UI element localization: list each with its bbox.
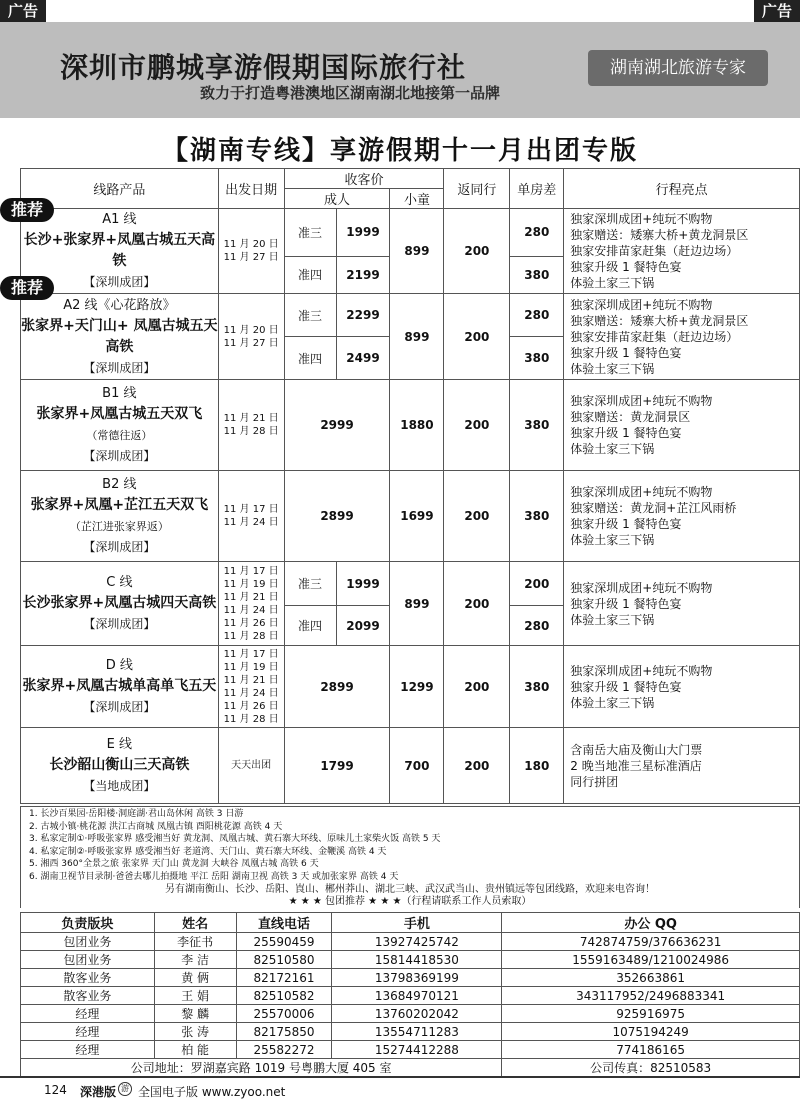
highlight-item: 2 晚当地准三星标准酒店 <box>570 758 702 773</box>
highlight-item: 独家深圳成团+纯玩不购物 <box>570 212 713 226</box>
contact-phone: 25590459 <box>236 933 332 951</box>
child-price: 899 <box>390 209 444 294</box>
table-row <box>21 562 800 606</box>
company-name: 深圳市鹏城享游假期国际旅行社 <box>60 51 467 84</box>
single-supplement: 380 <box>510 380 564 471</box>
contact-qq: 742874759/376636231 <box>502 933 800 951</box>
extra-line: 另有湖南衡山、长沙、岳阳、崀山、郴州莽山、湖北三峡、武汉武当山、贵州镇远等包团线路，欢迎来电咨询！ <box>165 884 655 895</box>
contact-row <box>21 987 800 1005</box>
single-supplement: 280 <box>510 294 564 337</box>
table-row <box>21 380 800 471</box>
company-header <box>0 22 800 118</box>
date-item: 11 月 24 日 <box>223 517 279 528</box>
child-price: 1299 <box>390 646 444 728</box>
highlight-item: 独家升级 1 餐特色宴 <box>570 345 682 360</box>
rebate-value: 200 <box>444 471 510 562</box>
contact-qq: 1559163489/1210024986 <box>502 951 800 969</box>
website-link[interactable]: 全国电子版 www.zyoo.net <box>138 1085 286 1099</box>
header-date: 出发日期 <box>218 169 284 209</box>
date-item: 11 月 21 日 <box>223 591 279 603</box>
highlight-item: 独家赠送：矮寨大桥+黄龙洞景区 <box>570 228 749 242</box>
date-item: 11 月 20 日 <box>223 324 279 336</box>
contact-section: 经理 <box>21 1005 155 1023</box>
adult-price: 1799 <box>284 728 390 804</box>
route-name: 长沙+张家界+凤凰古城五天高铁 <box>23 232 216 269</box>
route-note: （常德往返） <box>86 429 153 442</box>
header-phone: 直线电话 <box>236 913 332 933</box>
header-rebate: 返同行 <box>444 169 510 209</box>
date-item: 11 月 28 日 <box>223 426 279 437</box>
route-name: 长沙韶山衡山三天高铁 <box>49 757 190 773</box>
table-row <box>21 728 800 804</box>
contact-name: 李征书 <box>154 933 236 951</box>
contact-section: 包团业务 <box>21 951 155 969</box>
departure-dates <box>218 294 284 380</box>
adult-price: 1999 <box>336 562 390 606</box>
date-item: 11 月 24 日 <box>223 604 279 616</box>
date-item: 11 月 21 日 <box>223 413 279 424</box>
departure-dates <box>218 728 284 804</box>
date-item: 11 月 24 日 <box>223 687 279 699</box>
page-title: 【湖南专线】享游假期十一月出团专版 <box>161 136 638 166</box>
route-cell <box>21 380 219 471</box>
single-supplement: 380 <box>510 256 564 293</box>
hotel-grade: 准四 <box>284 256 336 293</box>
header-adult: 成人 <box>284 189 390 209</box>
contact-row <box>21 969 800 987</box>
date-item: 11 月 26 日 <box>223 617 279 629</box>
single-supplement: 380 <box>510 471 564 562</box>
child-price: 1699 <box>390 471 444 562</box>
child-price: 899 <box>390 562 444 646</box>
table-row <box>21 471 800 562</box>
contact-section: 包团业务 <box>21 933 155 951</box>
note-item: 2. 古城小镇·桃花源 洪江古商城 凤凰古镇 酉阳桃花源 高铁 4 天 <box>29 821 283 832</box>
route-code: E 线 <box>106 737 133 752</box>
contact-name: 黎 麟 <box>154 1005 236 1023</box>
note-item: 6. 湖南卫视节目录制·爸爸去哪儿拍摄地 平江 岳阳 湖南卫视 高铁 3 天 或加张家界 高铁 4 天 <box>29 871 399 882</box>
note-item: 1. 长沙百果园·岳阳楼·洞庭湖·君山岛休闲 高铁 3 日游 <box>29 809 244 819</box>
brand-logo-icon: 游 <box>118 1082 132 1096</box>
highlight-item: 体验土家三下锅 <box>570 442 655 456</box>
single-supplement: 280 <box>510 209 564 257</box>
contact-mobile: 15814418530 <box>332 951 502 969</box>
page-number: 124 <box>44 1083 67 1097</box>
contact-row <box>21 1005 800 1023</box>
highlight-item: 独家安排苗家赶集（赶边边场） <box>570 244 739 258</box>
adult-price: 2199 <box>336 256 390 293</box>
recommend-badge: 推荐 <box>0 198 54 222</box>
contact-mobile: 13554711283 <box>332 1023 502 1041</box>
single-supplement: 380 <box>510 646 564 728</box>
table-row <box>21 209 800 257</box>
hotel-grade: 准三 <box>284 562 336 606</box>
route-name: 长沙张家界+凤凰古城四天高铁 <box>22 595 217 611</box>
company-fax: 公司传真：82510583 <box>502 1059 800 1077</box>
note-item: 4. 私家定制②·呼吸张家界 感受湘当好 老道湾、天门山、黄石寨大环线、金鞭溪 高铁 4 天 <box>29 846 387 857</box>
highlight-item: 体验土家三下锅 <box>570 695 655 710</box>
child-price: 899 <box>390 294 444 380</box>
contact-row <box>21 933 800 951</box>
date-item: 11 月 17 日 <box>223 648 279 660</box>
route-code: B2 线 <box>102 477 137 492</box>
highlight-item: 体验土家三下锅 <box>570 276 655 290</box>
contact-phone: 82172161 <box>236 969 332 987</box>
date-item: 11 月 21 日 <box>223 674 279 686</box>
date-item: 11 月 28 日 <box>223 630 279 642</box>
route-cell <box>21 562 219 646</box>
page-footer <box>0 1076 800 1100</box>
highlight-item: 独家深圳成团+纯玩不购物 <box>570 297 713 312</box>
route-name: 张家界+天门山+ 凤凰古城五天高铁 <box>21 317 218 355</box>
route-name: 张家界+凤凰+芷江五天双飞 <box>30 497 209 513</box>
single-supplement: 200 <box>510 562 564 606</box>
date-item: 11 月 20 日 <box>223 239 279 250</box>
adult-price: 2499 <box>336 337 390 380</box>
hotel-grade: 准四 <box>284 606 336 646</box>
contact-section: 经理 <box>21 1023 155 1041</box>
contact-name: 张 涛 <box>154 1023 236 1041</box>
date-item: 11 月 26 日 <box>223 700 279 712</box>
contact-qq: 1075194249 <box>502 1023 800 1041</box>
rebate-value: 200 <box>444 728 510 804</box>
contact-phone: 82510580 <box>236 951 332 969</box>
route-highlights <box>564 209 800 294</box>
child-price: 1880 <box>390 380 444 471</box>
date-item: 11 月 19 日 <box>223 578 279 590</box>
note-item: 5. 湘西 360°全景之旅 张家界 天门山 黄龙洞 大峡谷 凤凰古城 高铁 6 天 <box>29 859 319 869</box>
contact-mobile: 13927425742 <box>332 933 502 951</box>
table-row <box>21 646 800 728</box>
ad-label-right: 广告 <box>754 0 800 22</box>
highlight-item: 体验土家三下锅 <box>570 612 655 627</box>
route-origin: 【深圳成团】 <box>83 360 156 375</box>
highlight-item: 体验土家三下锅 <box>570 533 655 547</box>
contact-name: 李 洁 <box>154 951 236 969</box>
highlight-item: 含南岳大庙及衡山大门票 <box>570 742 703 757</box>
contact-table <box>20 912 800 1077</box>
date-item: 天天出团 <box>231 760 272 771</box>
date-item: 11 月 17 日 <box>223 504 279 515</box>
header-child: 小童 <box>390 189 444 209</box>
contact-name: 黄 俩 <box>154 969 236 987</box>
single-supplement: 380 <box>510 337 564 380</box>
contact-phone: 82175850 <box>236 1023 332 1041</box>
route-cell <box>21 728 219 804</box>
header-price: 收客价 <box>284 169 444 189</box>
date-item: 11 月 19 日 <box>223 661 279 673</box>
contact-name: 柏 能 <box>154 1041 236 1059</box>
route-origin: 【深圳成团】 <box>83 700 156 714</box>
contact-mobile: 15274412288 <box>332 1041 502 1059</box>
date-item: 11 月 28 日 <box>223 713 279 725</box>
route-highlights <box>564 294 800 380</box>
extra-info <box>20 884 800 908</box>
header-single: 单房差 <box>510 169 564 209</box>
route-name: 张家界+凤凰古城五天双飞 <box>36 406 203 422</box>
departure-dates <box>218 209 284 294</box>
contact-phone: 25582272 <box>236 1041 332 1059</box>
contact-section: 经理 <box>21 1041 155 1059</box>
header-section: 负责版块 <box>21 913 155 933</box>
route-code: A2 线《心花路放》 <box>63 297 176 313</box>
route-cell <box>21 294 219 380</box>
contact-qq: 352663861 <box>502 969 800 987</box>
single-supplement: 280 <box>510 606 564 646</box>
highlight-item: 独家深圳成团+纯玩不购物 <box>570 663 713 678</box>
header-name: 姓名 <box>154 913 236 933</box>
route-highlights <box>564 380 800 471</box>
highlight-item: 独家深圳成团+纯玩不购物 <box>570 394 713 408</box>
departure-dates <box>218 471 284 562</box>
note-item: 3. 私家定制①·呼吸张家界 感受湘当好 黄龙洞、凤凰古城、黄石寨大环线、原味儿土家柴火饭 高铁 5 天 <box>29 834 441 844</box>
header-product: 线路产品 <box>21 169 219 209</box>
route-code: B1 线 <box>102 386 137 401</box>
contact-mobile: 13684970121 <box>332 987 502 1005</box>
adult-price: 2999 <box>284 380 390 471</box>
highlight-item: 独家安排苗家赶集（赶边边场） <box>570 329 739 344</box>
child-price: 700 <box>390 728 444 804</box>
route-highlights <box>564 471 800 562</box>
route-origin: 【深圳成团】 <box>83 540 156 554</box>
adult-price: 1999 <box>336 209 390 257</box>
highlight-item: 同行拼团 <box>570 774 619 789</box>
rebate-value: 200 <box>444 380 510 471</box>
pack-line: ★ ★ ★ 包团推荐 ★ ★ ★（行程请联系工作人员索取） <box>288 896 532 907</box>
date-item: 11 月 27 日 <box>223 252 279 263</box>
highlight-item: 独家深圳成团+纯玩不购物 <box>570 485 713 499</box>
highlight-item: 独家升级 1 餐特色宴 <box>570 679 682 694</box>
contact-qq: 343117952/2496883341 <box>502 987 800 1005</box>
contact-row <box>21 1023 800 1041</box>
route-origin: 【当地成团】 <box>83 779 156 793</box>
highlight-item: 独家升级 1 餐特色宴 <box>570 426 682 440</box>
route-code: D 线 <box>105 658 133 673</box>
header-mobile: 手机 <box>332 913 502 933</box>
contact-row <box>21 951 800 969</box>
adult-price: 2099 <box>336 606 390 646</box>
route-table <box>20 168 800 804</box>
route-code: A1 线 <box>102 212 137 227</box>
contact-qq: 925916975 <box>502 1005 800 1023</box>
contact-mobile: 13760202042 <box>332 1005 502 1023</box>
rebate-value: 200 <box>444 562 510 646</box>
hotel-grade: 准三 <box>284 294 336 337</box>
company-slogan: 致力于打造粤港澳地区湖南湖北地接第一品牌 <box>200 84 501 102</box>
highlight-item: 体验土家三下锅 <box>570 361 655 376</box>
route-highlights <box>564 562 800 646</box>
hotel-grade: 准四 <box>284 337 336 380</box>
package-notes <box>20 806 800 884</box>
contact-qq: 774186165 <box>502 1041 800 1059</box>
route-origin: 【深圳成团】 <box>83 617 156 631</box>
company-address: 公司地址：罗湖嘉宾路 1019 号粤鹏大厦 405 室 <box>21 1059 502 1077</box>
header-qq: 办公 QQ <box>502 913 800 933</box>
contact-section: 散客业务 <box>21 987 155 1005</box>
adult-price: 2899 <box>284 646 390 728</box>
highlight-item: 独家升级 1 餐特色宴 <box>570 517 682 531</box>
rebate-value: 200 <box>444 294 510 380</box>
route-note: （芷江进张家界返） <box>69 520 169 533</box>
highlight-item: 独家升级 1 餐特色宴 <box>570 596 682 611</box>
rebate-value: 200 <box>444 646 510 728</box>
departure-dates <box>218 646 284 728</box>
highlight-item: 独家赠送：黄龙洞景区 <box>570 410 691 424</box>
highlight-item: 独家深圳成团+纯玩不购物 <box>570 580 713 595</box>
route-origin: 【深圳成团】 <box>83 449 156 463</box>
ad-label-left: 广告 <box>0 0 46 22</box>
hotel-grade: 准三 <box>284 209 336 257</box>
contact-phone: 82510582 <box>236 987 332 1005</box>
contact-row <box>21 1041 800 1059</box>
highlight-item: 独家赠送：矮寨大桥+黄龙洞景区 <box>570 313 749 328</box>
specialty-badge: 湖南湖北旅游专家 <box>588 50 768 86</box>
contact-mobile: 13798369199 <box>332 969 502 987</box>
edition-label: 深港版 <box>80 1085 117 1099</box>
contact-phone: 25570006 <box>236 1005 332 1023</box>
route-highlights <box>564 646 800 728</box>
single-supplement: 180 <box>510 728 564 804</box>
highlight-item: 独家升级 1 餐特色宴 <box>570 260 682 274</box>
recommend-badge: 推荐 <box>0 276 54 300</box>
contact-section: 散客业务 <box>21 969 155 987</box>
route-highlights <box>564 728 800 804</box>
adult-price: 2899 <box>284 471 390 562</box>
route-code: C 线 <box>106 575 133 590</box>
contact-name: 王 娟 <box>154 987 236 1005</box>
header-highlights: 行程亮点 <box>564 169 800 209</box>
table-row <box>21 294 800 337</box>
route-origin: 【深圳成团】 <box>83 275 156 289</box>
rebate-value: 200 <box>444 209 510 294</box>
route-name: 张家界+凤凰古城单高单飞五天 <box>22 678 217 694</box>
address-row <box>21 1059 800 1077</box>
route-cell <box>21 471 219 562</box>
date-item: 11 月 17 日 <box>223 565 279 577</box>
date-item: 11 月 27 日 <box>223 337 279 349</box>
adult-price: 2299 <box>336 294 390 337</box>
departure-dates <box>218 380 284 471</box>
departure-dates <box>218 562 284 646</box>
highlight-item: 独家赠送：黄龙洞+芷江风雨桥 <box>570 501 737 515</box>
route-cell <box>21 646 219 728</box>
